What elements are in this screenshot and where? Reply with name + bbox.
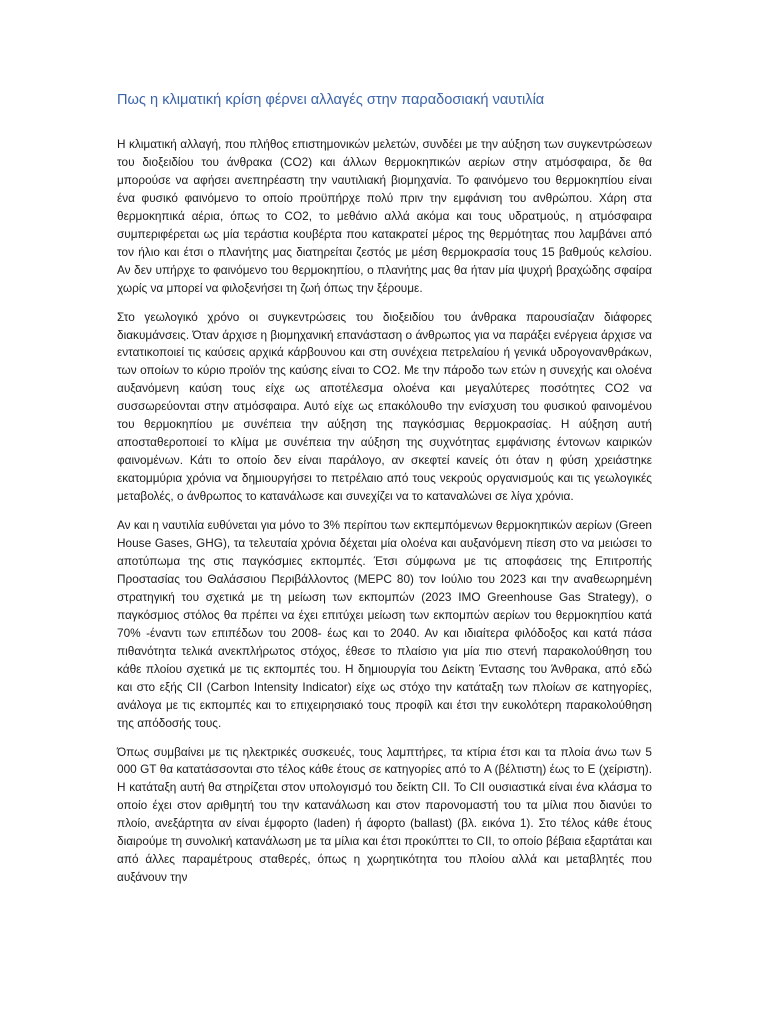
paragraph-3: Αν και η ναυτιλία ευθύνεται για μόνο το 3% περίπου των εκπεμπόμενων θερμοκηπικών αερίων (Green House Gases, GHG), τα τελευταία χρόνια δέχεται μία ολοένα και αυξανόμενη πίεση στο να μειώσει το αποτύπωμα της στις παγκόσμιες εκπομπές. Έτσι σύμφωνα με τις αποφάσεις της Επιτροπής Προστασίας του Θαλάσσιου Περιβάλλοντος (MEPC 80) τον Ιούλιο του 2023 και την αναθεωρημένη στρατηγική του σχετικά με τη μείωση των εκπομπών (2023 IMO Greenhouse Gas Strategy), ο παγκόσμιος στόλος θα πρέπει να έχει επιτύχει μείωση των εκπομπών αερίων του θερμοκηπίου κατά 70% -έναντι των επιπέδων του 2008- έως και το 2040. Αν και ιδιαίτερα φιλόδοξος και κατά πάσα πιθανότητα τελικά ανεκπλήρωτος στόχος, έθεσε το πλαίσιο για μία πιο στενή παρακολούθηση του κάθε πλοίου σχετικά με τις εκπομπές του. Η δημιουργία του Δείκτη Έντασης του Άνθρακα, από εδώ και στο εξής CII (Carbon Intensity Indicator) είχε ως στόχο την κατάταξη των πλοίων σε κατηγορίες, ανάλογα με τις εκπομπές και το επιχειρησιακό τους προφίλ και έτσι την ευκολότερη παρακολούθηση της απόδοσής τους. [117,518,652,730]
document-title: Πως η κλιματική κρίση φέρνει αλλαγές στην παραδοσιακή ναυτιλία [117,92,545,108]
paragraph-1: Η κλιματική αλλαγή, που πλήθος επιστημονικών μελετών, συνδέει με την αύξηση των συγκεντρώσεων του διοξειδίου του άνθρακα (CO2) και άλλων θερμοκηπικών αερίων στην ατμόσφαιρα, δε θα μπορούσε να αφήσει ανεπηρέαστη την ναυτιλιακή βιομηχανία. Το φαινόμενο του θερμοκηπίου είναι ένα φυσικό φαινόμενο το οποίο προϋπήρχε πολύ πριν την εμφάνιση του ανθρώπου. Χάρη στα θερμοκηπικά αέρια, όπως το CO2, το μεθάνιο αλλά ακόμα και τους υδρατμούς, η ατμόσφαιρα συμπεριφέρεται ως μία τεράστια κουβέρτα που κατακρατεί μέρος της θερμότητας που λαμβάνει από τον ήλιο και έτσι ο πλανήτης μας διατηρείται ζεστός με μέση θερμοκρασία τους 15 βαθμούς κελσίου. Αν δεν υπήρχε το φαινόμενο του θερμοκηπίου, ο πλανήτης μας θα ήταν μία ψυχρή βραχώδης σφαίρα χωρίς να μπορεί να φιλοξενήσει τη ζωή όπως την ξέρουμε. [117,137,652,295]
paragraph-4: Όπως συμβαίνει με τις ηλεκτρικές συσκευές, τους λαμπτήρες, τα κτίρια έτσι και τα πλοία άνω των 5 000 GT θα κατατάσσονται στο τέλος κάθε έτους σε κατηγορίες από το A (βέλτιστη) έως το E (χείριστη). Η κατάταξη αυτή θα στηρίζεται στον υπολογισμό του δείκτη CII. Το CII ουσιαστικά είναι ένα κλάσμα το οποίο έχει στον αριθμητή του την κατανάλωση και στον παρονομαστή του τα μίλια που διανύει το πλοίο, ανεξάρτητα αν είναι έμφορτο (laden) ή άφορτο (ballast) (βλ. εικόνα 1). Στο τέλος κάθε έτους διαιρούμε τη συνολική κατανάλωση με τα μίλια και έτσι προκύπτει το CII, το οποίο βέβαια εξαρτάται και από άλλες παραμέτρους σταθερές, όπως η χωρητικότητα του πλοίου αλλά και μεταβλητές που αυξάνουν την [117,744,652,885]
paragraph-2: Στο γεωλογικό χρόνο οι συγκεντρώσεις του διοξειδίου του άνθρακα παρουσίαζαν διάφορες διακυμάνσεις. Όταν άρχισε η βιομηχανική επανάσταση ο άνθρωπος για να παράξει ενέργεια άρχισε να εντατικοποιεί τις καύσεις αρχικά κάρβουνου και στη συνέχεια πετρελαίου ή γενικά υδρογονανθράκων, των οποίων το κύριο προϊόν της καύσης είναι το CO2. Με την πάροδο των ετών η συνεχής και ολοένα αυξανόμενη καύση τους είχε ως αποτέλεσμα ολοένα και μεγαλύτερες ποσότητες CO2 να συσσωρεύονται στην ατμόσφαιρα. Αυτό είχε ως επακόλουθο την ενίσχυση του φυσικού φαινομένου του θερμοκηπίου με συνέπεια την αύξηση της παγκόσμιας θερμοκρασίας. Η αύξηση αυτή αποσταθεροποιεί το κλίμα με συνέπεια την αύξηση της συχνότητας εμφάνισης έντονων καιρικών φαινομένων. Κάτι το οποίο δεν είναι παράλογο, αν σκεφτεί κανείς ότι όταν η φύση χρειάστηκε εκατομμύρια χρόνια να δημιουργήσει το πετρέλαιο από τους νεκρούς οργανισμούς και τις γεωλογικές μεταβολές, ο άνθρωπος το κατανάλωσε και συνεχίζει να το καταναλώνει σε λίγα χρόνια. [117,309,652,504]
document-body [117,136,652,898]
